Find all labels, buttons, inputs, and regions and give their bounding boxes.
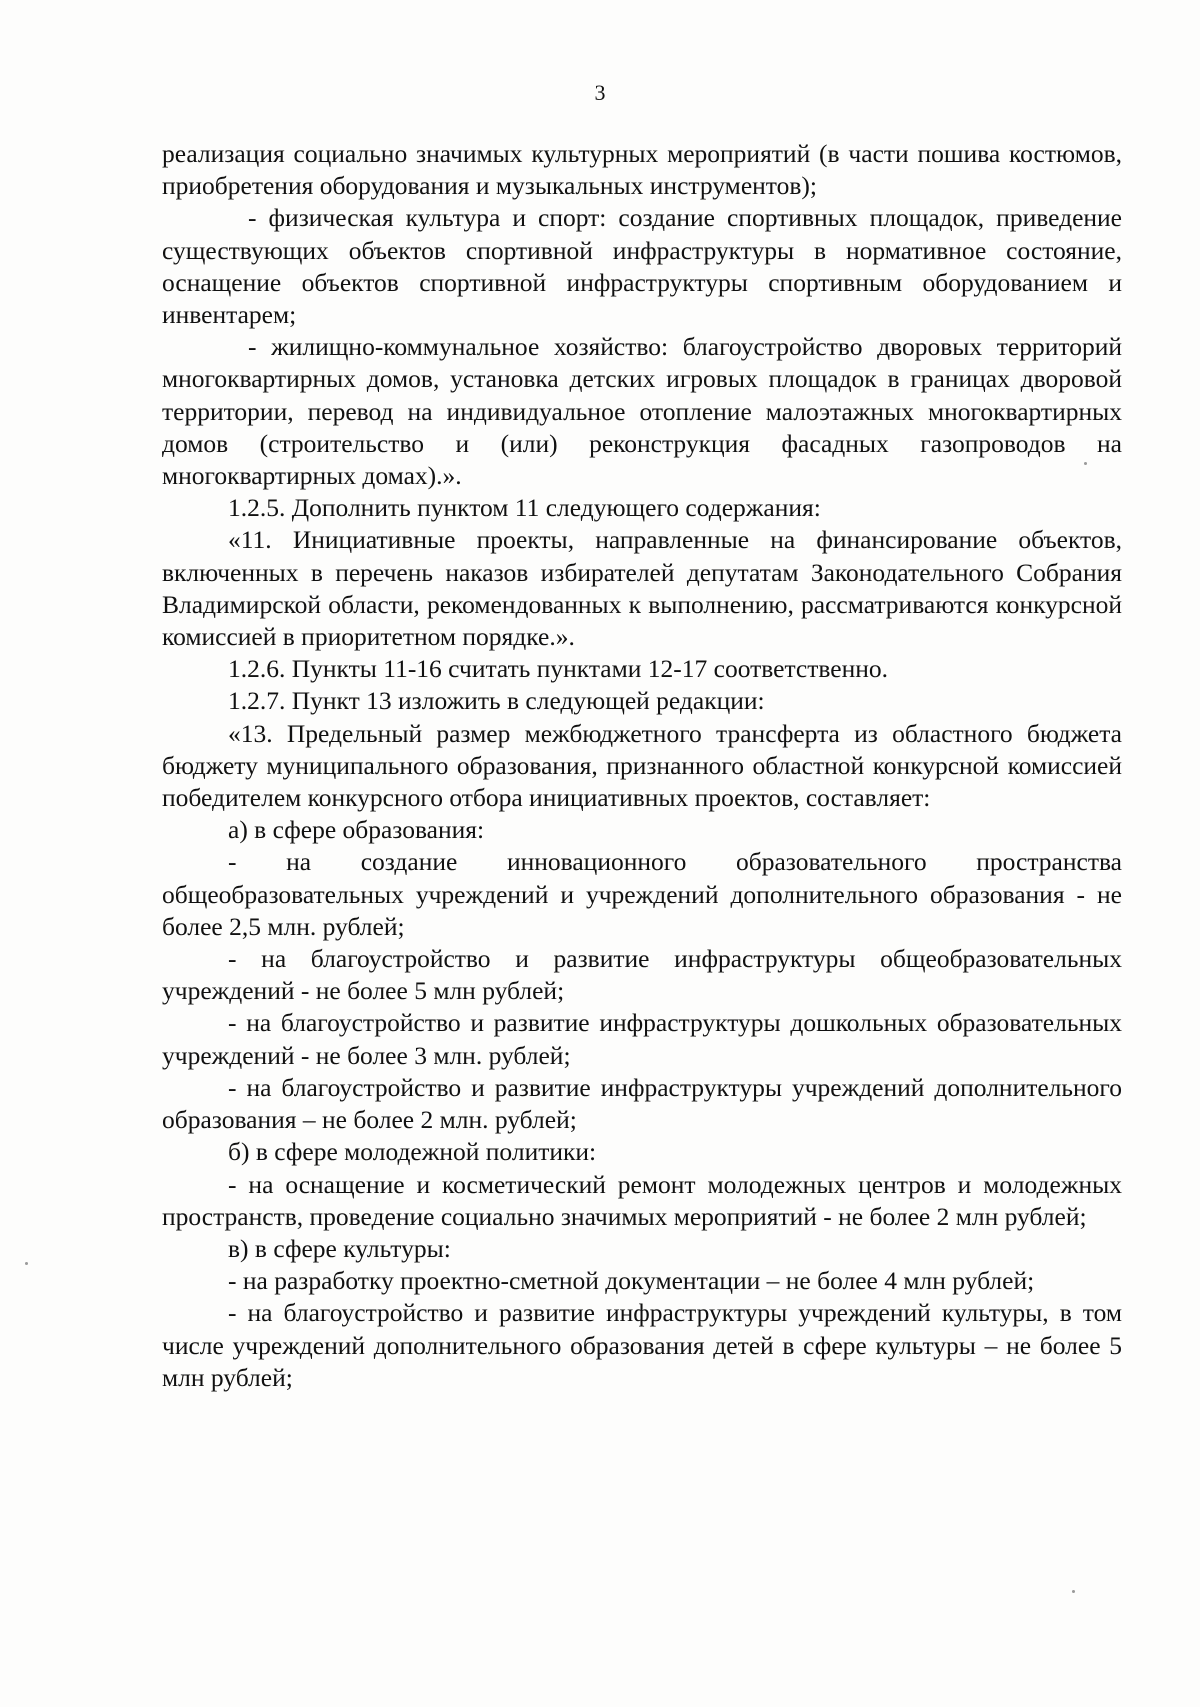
paragraph-education-general: - на благоустройство и развитие инфраструктуры общеобразовательных учреждений - не более 5 млн рублей; xyxy=(162,944,1122,1006)
scan-artifact xyxy=(1084,462,1087,465)
paragraph-1-2-6: 1.2.6. Пункты 11-16 считать пунктами 12-17 соответственно. xyxy=(228,654,888,684)
paragraph-culture-heading: в) в сфере культуры: xyxy=(228,1233,451,1263)
paragraph-education-innovation: - на создание инновационного образовательного пространства общеобразовательных учреждений и учреждений дополнительного образования - не более 2,5 млн. рублей; xyxy=(162,847,1122,941)
paragraph-education-heading: а) в сфере образования: xyxy=(228,815,485,845)
scan-artifact xyxy=(25,1262,28,1265)
paragraph-1-2-5: 1.2.5. Дополнить пунктом 11 следующего содержания: xyxy=(228,493,821,523)
paragraph-education-additional: - на благоустройство и развитие инфраструктуры учреждений дополнительного образования – не более 2 млн. рублей; xyxy=(162,1072,1122,1135)
page-number: 3 xyxy=(594,80,606,105)
paragraph-sport: - физическая культура и спорт: создание спортивных площадок, приведение существующих объектов спортивной инфраструктуры в нормативное состояние, оснащение объектов спортивной инфраструктуры спортивным оборудованием и инвентарем; xyxy=(162,203,1122,330)
paragraph-culture-infrastructure: - на благоустройство и развитие инфраструктуры учреждений культуры, в том числе учреждений дополнительного образования детей в сфере культуры – не более 5 млн рублей; xyxy=(162,1298,1122,1392)
paragraph-1-2-7: 1.2.7. Пункт 13 изложить в следующей редакции: xyxy=(228,686,765,716)
paragraph-housing: - жилищно-коммунальное хозяйство: благоустройство дворовых территорий многоквартирных домов, установка детских игровых площадок в границах дворовой территории, перевод на индивидуальное отопление малоэтажных многоквартирных домов (строительство и (или) реконструкция фасадных газопроводов на многоквартирных домах).». xyxy=(162,332,1122,491)
document-body xyxy=(162,138,1122,1394)
paragraph-point-13: «13. Предельный размер межбюджетного трансферта из областного бюджета бюджету муниципального образования, признанного областной конкурсной комиссией победителем конкурсного отбора инициативных проектов, составляет: xyxy=(162,718,1122,813)
paragraph-youth-centers: - на оснащение и косметический ремонт молодежных центров и молодежных пространств, проведение социально значимых мероприятий - не более 2 млн рублей; xyxy=(162,1169,1122,1231)
paragraph-youth-heading: б) в сфере молодежной политики: xyxy=(228,1137,597,1167)
paragraph-culture-events: реализация социально значимых культурных мероприятий (в части пошива костюмов, приобретения оборудования и музыкальных инструментов); xyxy=(162,139,1122,201)
paragraph-education-preschool: - на благоустройство и развитие инфраструктуры дошкольных образовательных учреждений - не более 3 млн. рублей; xyxy=(162,1008,1122,1070)
paragraph-culture-design: - на разработку проектно-сметной документации – не более 4 млн рублей; xyxy=(228,1266,1035,1296)
scan-artifact xyxy=(1072,1590,1075,1593)
paragraph-point-11: «11. Инициативные проекты, направленные на финансирование объектов, включенных в перечень наказов избирателей депутатам Законодательного Собрания Владимирской области, рекомендованных к выполнению, рассматриваются конкурсной комиссией в приоритетном порядке.». xyxy=(162,525,1122,652)
